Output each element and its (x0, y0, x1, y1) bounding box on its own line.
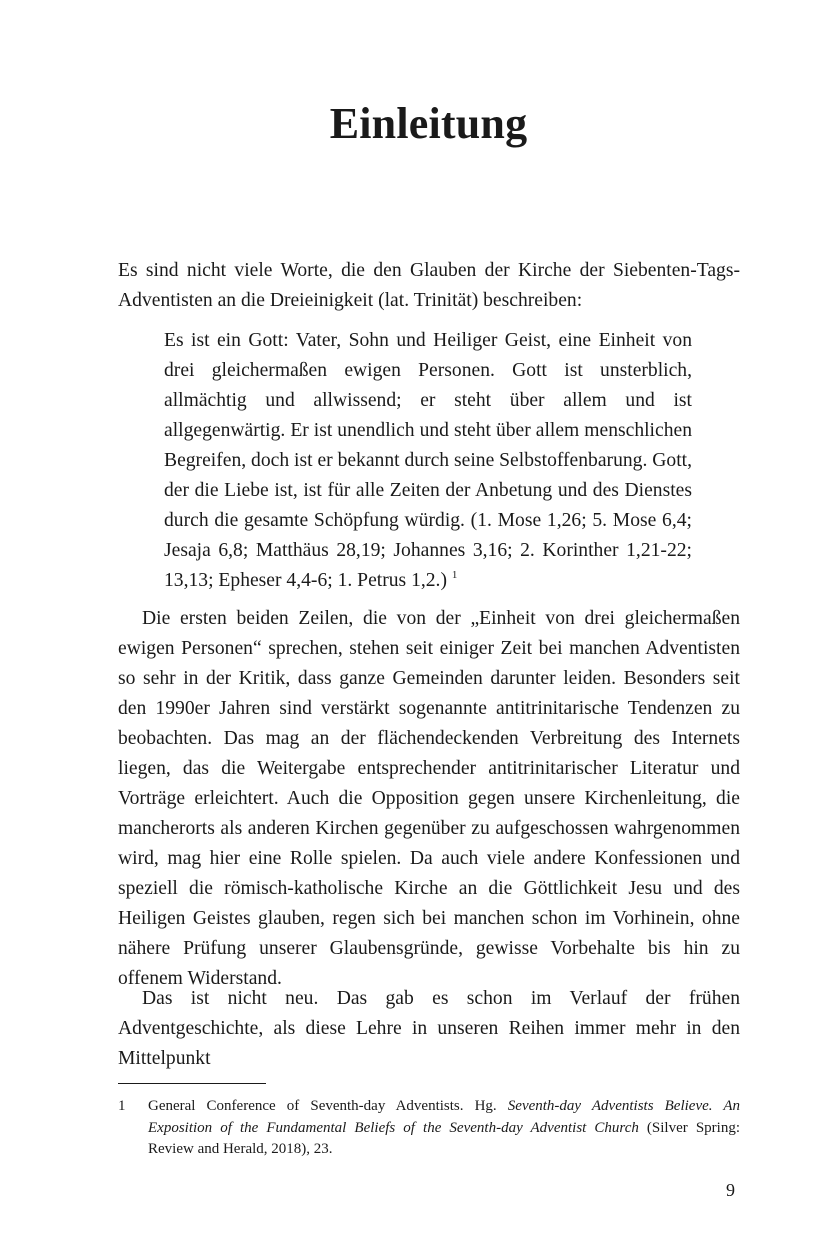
quote-text: Es ist ein Gott: Vater, Sohn und Heiliger Geist, eine Einheit von drei gleichermaßen ewigen Personen. Gott ist unsterblich, allmächtig und allwissend; er steht über allem und ist allgegenwärtig. Er ist unendlich und steht über allem menschlichen Begreifen, doch ist er bekannt durch seine Selbstoffenbarung. Gott, der die Liebe ist, ist für alle Zeiten der Anbetung und des Dienstes durch die gesamte Schöpfung würdig. (1. Mose 1,26; 5. Mose 6,4; Jesaja 6,8; Matthäus 28,19; Johannes 3,16; 2. Korinther 1,21-22; 13,13; Epheser 4,4-6; 1. Petrus 1,2.) (164, 330, 692, 591)
footnote-text-after: (Silver Spring: Review and Herald, 2018), 23. (148, 1119, 740, 1157)
footnote-text (148, 1096, 740, 1161)
intro-paragraph: Es sind nicht viele Worte, die den Glauben der Kirche der Siebenten-Tags-Adventisten an die Dreieinigkeit (lat. Trinität) beschreiben: (118, 260, 740, 311)
footnote-reference: 1 (451, 569, 458, 581)
chapter-title: Einleitung (329, 99, 528, 148)
page-number: 9 (726, 1180, 735, 1200)
block-quote (164, 326, 692, 596)
body-paragraph-3: Das ist nicht neu. Das gab es schon im Verlauf der frühen Adventgeschichte, als diese Lehre in unseren Reihen immer mehr in den Mittelpunkt (118, 988, 740, 1069)
footnote-separator (118, 1083, 266, 1084)
body-paragraph-2: Die ersten beiden Zeilen, die von der „Einheit von drei gleichermaßen ewigen Personen“ sprechen, stehen seit einiger Zeit bei manchen Adventisten so sehr in der Kritik, dass ganze Gemeinden darunter leiden. Besonders seit den 1990er Jahren sind verstärkt sogenannte antitrinitarische Tendenzen zu beobachten. Das mag an der flächendeckenden Verbreitung des Internets liegen, das die Weitergabe entsprechender antitrinitarischer Literatur und Vorträge erleichtert. Auch die Opposition gegen unsere Kirchenleitung, die mancherorts als anderen Kirchen gegenüber zu aufgeschossen wahrgenommen wird, mag hier eine Rolle spielen. Da auch viele andere Konfessionen und speziell die römisch-katholische Kirche an die Göttlichkeit Jesu und des Heiligen Geistes glauben, regen sich bei manchen schon im Vorhinein, ohne nähere Prüfung unserer Glaubensgründe, gewisse Vorbehalte bis hin zu offenem Widerstand. (118, 608, 740, 989)
footnote-book-title: Seventh-day Adventists Believe. An Exposition of the Fundamental Beliefs of the Seventh-day Adventist Church (148, 1098, 740, 1136)
footnote-text-before: General Conference of Seventh-day Adventists. Hg. (148, 1098, 508, 1114)
footnote (118, 1096, 740, 1161)
footnote-number: 1 (118, 1098, 126, 1114)
